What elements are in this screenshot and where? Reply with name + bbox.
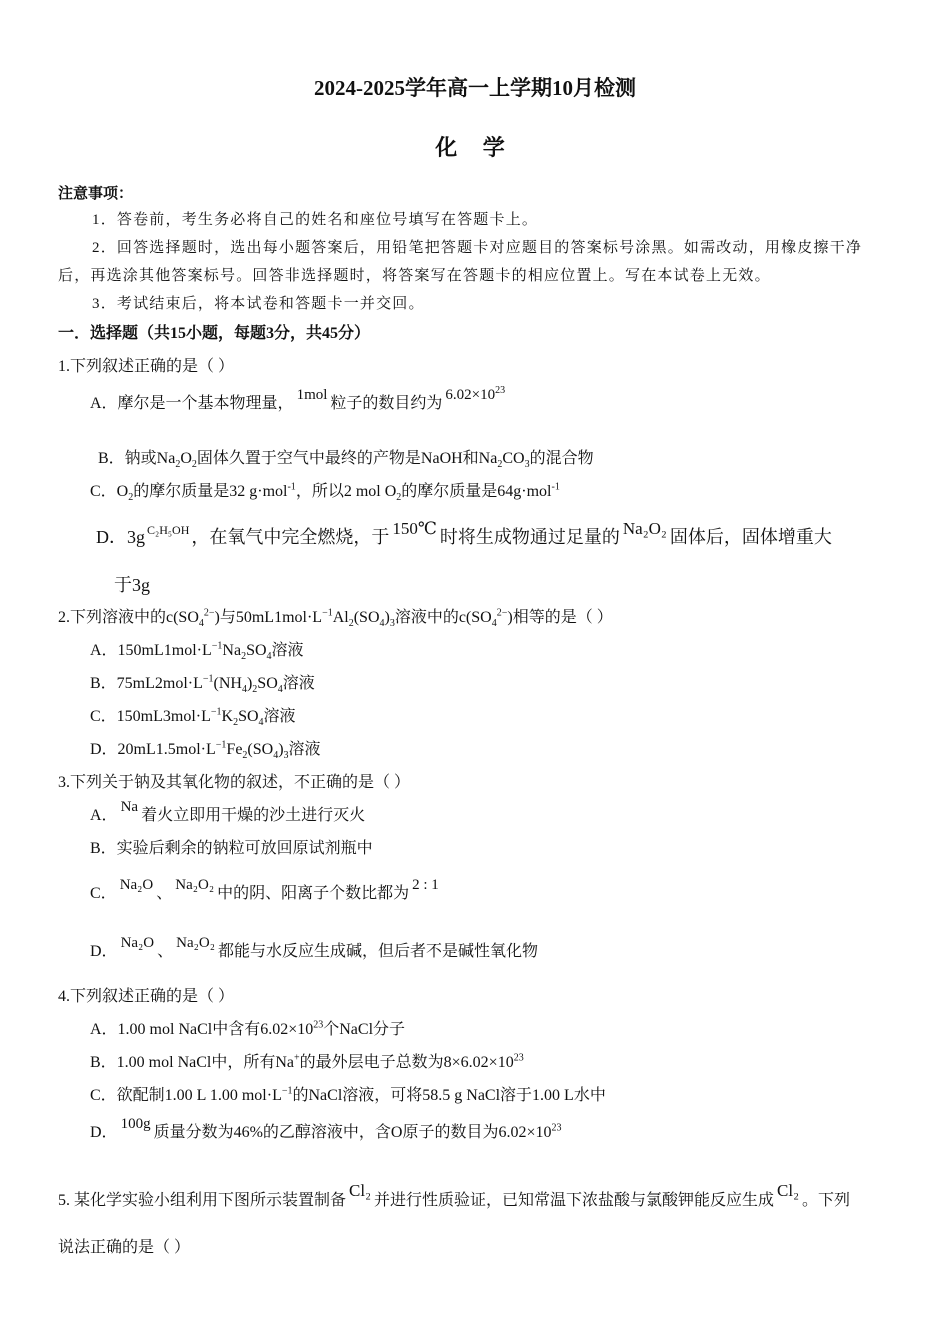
question-4-stem: 4.下列叙述正确的是（ ）: [58, 988, 235, 1005]
subject-title: 化 学: [435, 135, 515, 160]
question-3-option-b: B．实验后剩余的钠粒可放回原试剂瓶中: [90, 840, 373, 857]
exam-title: 2024-2025学年高一上学期10月检测: [314, 76, 636, 100]
question-5-stem-cont: 说法正确的是（ ）: [58, 1239, 191, 1256]
question-2-option-d: D．$20mL1.5mol\cdot L^{-1}Fe_2(SO_4)_3$溶液: [90, 739, 321, 762]
question-1-option-c: C．$O_2$的摩尔质量是32 g·mol$^{-1}$，所以2 mol $O_2$的摩尔质量是64g·mol$^{-1}$: [90, 481, 560, 504]
note-item-3: 3．考试结束后，将本试卷和答题卡一并交回。: [92, 296, 425, 312]
question-3-option-c: C． Na₂O 、 Na₂O₂ 中的阴、阳离子个数比都为 2 : 1: [90, 877, 439, 902]
question-5-stem: 5. 某化学实验小组利用下图所示装置制备Cl₂并进行性质验证，已知常温下浓盐酸与氯酸钾能反应生成Cl₂。下列: [58, 1181, 851, 1209]
note-item-2-cont: 后，再选涂其他答案标号。回答非选择题时，将答案写在答题卡的相应位置上。写在本试卷上无效。: [58, 268, 771, 284]
note-item-1: 1．答卷前，考生务必将自己的姓名和座位号填写在答题卡上。: [92, 212, 539, 228]
question-3-option-d: D． Na₂O 、 Na₂O₂ 都能与水反应生成碱，但后者不是碱性氧化物: [90, 935, 538, 960]
question-4-option-b: B．1.00 mol NaCl中，所有Na+的最外层电子总数为$8\times 6.02\times 10^{23}$: [90, 1052, 524, 1071]
notes-heading: 注意事项：: [58, 186, 134, 202]
question-2-option-c: C．$150mL3mol\cdot L^{-1}K_2SO_4$溶液: [90, 706, 296, 729]
question-2-option-a: A．$150mL1mol\cdot L^{-1}Na_2SO_4$溶液: [90, 640, 304, 663]
question-2-option-b: B．$75mL2mol\cdot L^{-1}(NH_4)_2SO_4$溶液: [90, 673, 315, 696]
question-1-option-a: A．摩尔是一个基本物理量， 1mol 粒子的数目约为 $6.02\times 10^{23}$: [90, 385, 506, 412]
question-4-option-a: A．1.00 mol NaCl中含有$6.02\times 10^{23}$个NaCl分子: [90, 1019, 406, 1038]
question-1-option-d: D．3g $^{C_2H_5OH}$ ，在氧气中完全燃烧，于 150℃ 时将生成物通过足量的 Na₂O₂ 固体后，固体增重大: [96, 519, 832, 547]
question-1-option-b: B．钠或$Na_2O_2$固体久置于空气中最终的产物是NaOH和$Na_2CO_3$的混合物: [98, 450, 594, 471]
question-4-option-c: C．欲配制1.00 L 1.00 $mol\cdot L^{-1}$的NaCl溶液，可将58.5 g NaCl溶于1.00 L水中: [90, 1085, 606, 1104]
question-3-option-a: A． Na 着火立即用干燥的沙土进行灭火: [90, 799, 366, 824]
question-1-option-d-cont: 于3g: [114, 575, 150, 595]
question-4-option-d: D． 100g 质量分数为46%的乙醇溶液中，含O原子的数目为$6.02\times 10^{23}$: [90, 1116, 562, 1141]
question-1-stem: 1.下列叙述正确的是（ ）: [58, 358, 235, 375]
question-2-stem: 2.下列溶液中的$c(SO_4^{2-})$与$50mL1mol\cdot L^{-1}Al_2(SO_4)_3$溶液中的$c(SO_4^{2-})$相等的是（ ）: [58, 607, 613, 630]
section-heading: 一．选择题（共15小题，每题3分，共45分）: [58, 325, 371, 342]
note-item-2: 2．回答选择题时，选出每小题答案后，用铅笔把答题卡对应题目的答案标号涂黑。如需改动，用橡皮擦干净: [92, 240, 863, 256]
question-3-stem: 3.下列关于钠及其氧化物的叙述，不正确的是（ ）: [58, 774, 411, 791]
